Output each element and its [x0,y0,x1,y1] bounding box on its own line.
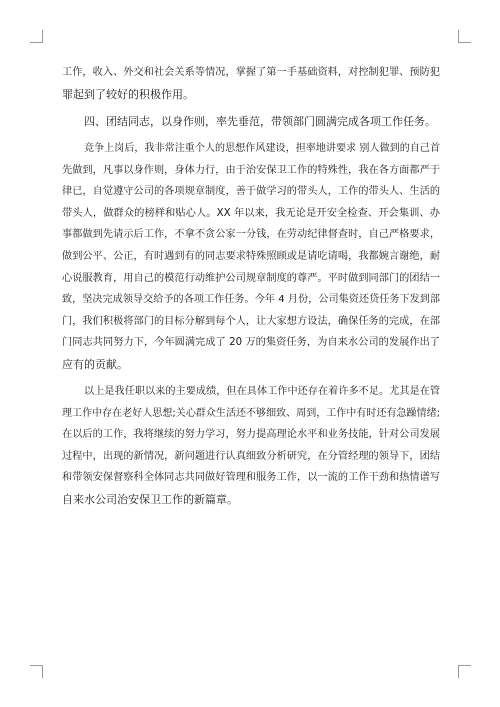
text-line: 带头人，做群众的榜样和贴心人。XX 年以来，我无论是开安全检查、开会集训、办 [62,206,440,219]
text-line: 事都做到先请示后工作，不拿不贪公家一分钱，在劳动纪律督查时，自己严格要求， [62,229,440,241]
text-line: 做到公平、公正，有时遇到有的同志要求特殊照顾或是请吃请喝，我都婉言谢绝，耐 [62,250,440,262]
text-line: 律已，自觉遵守公司的各项规章制度，善于做学习的带头人，工作的带头人、生活的 [62,186,440,198]
text-line: 先做到，凡事以身作则，身体力行，由于治安保卫工作的特殊性，我在各方面都严于 [62,164,440,176]
text-line: 理工作中存在老好人思想;关心群众生活还不够细致、周到，工作中有时还有急躁情绪; [62,407,440,419]
text-line: 竞争上岗后，我非常注重个人的思想作风建设，担率地讲要求 别人做到的自己首 [84,142,440,154]
crop-mark-top-right [458,30,471,43]
text-line: 应有的贡献。 [62,357,128,371]
text-line: 自来水公司治安保卫工作的新篇章。 [62,493,238,507]
text-line: 致，坚决完成领导交给予的各项工作任务。今年 4 月份，公司集资还贷任务下发到部 [62,294,440,306]
text-line: 心说服教育，用自己的模范行动维护公司规章制度的尊严。平时做到同部门的团结一 [62,272,440,284]
text-line: 罪起到了较好的积极作用。 [62,87,194,101]
crop-mark-bottom-left [30,665,43,678]
document-body [62,62,440,511]
text-line: 以上是我任职以来的主要成绩，但在具体工作中还存在着许多不足。尤其是在管 [84,386,440,398]
text-line: 门，我们积极将部门的目标分解到每个人，让大家想方设法，确保任务的完成，在部 [62,315,440,327]
text-line: 和带领安保督察科全体同志共同做好管理和服务工作，以一流的工作干劲和热情谱写 [62,472,440,484]
crop-mark-top-left [30,30,43,43]
text-line: 在以后的工作，我将继续的努力学习，努力提高理论水平和业务技能，针对公司发展 [62,429,440,441]
crop-mark-bottom-right [458,665,471,678]
text-line: 过程中，出现的新情况，新问题进行认真细致分析研究，在分管经理的领导下，团结 [62,450,440,462]
text-line: 工作，收入、外交和社会关系等情况，掌握了第一手基础资料，对控制犯罪、预防犯 [62,67,440,78]
section-heading: 四、团结同志，以身作则，率先垂范，带领部门圆满完成各项工作任务。 [84,114,436,128]
text-line: 门同志共同努力下，今年圆满完成了 20 万的集资任务，为自来水公司的发展作出了 [62,337,440,349]
